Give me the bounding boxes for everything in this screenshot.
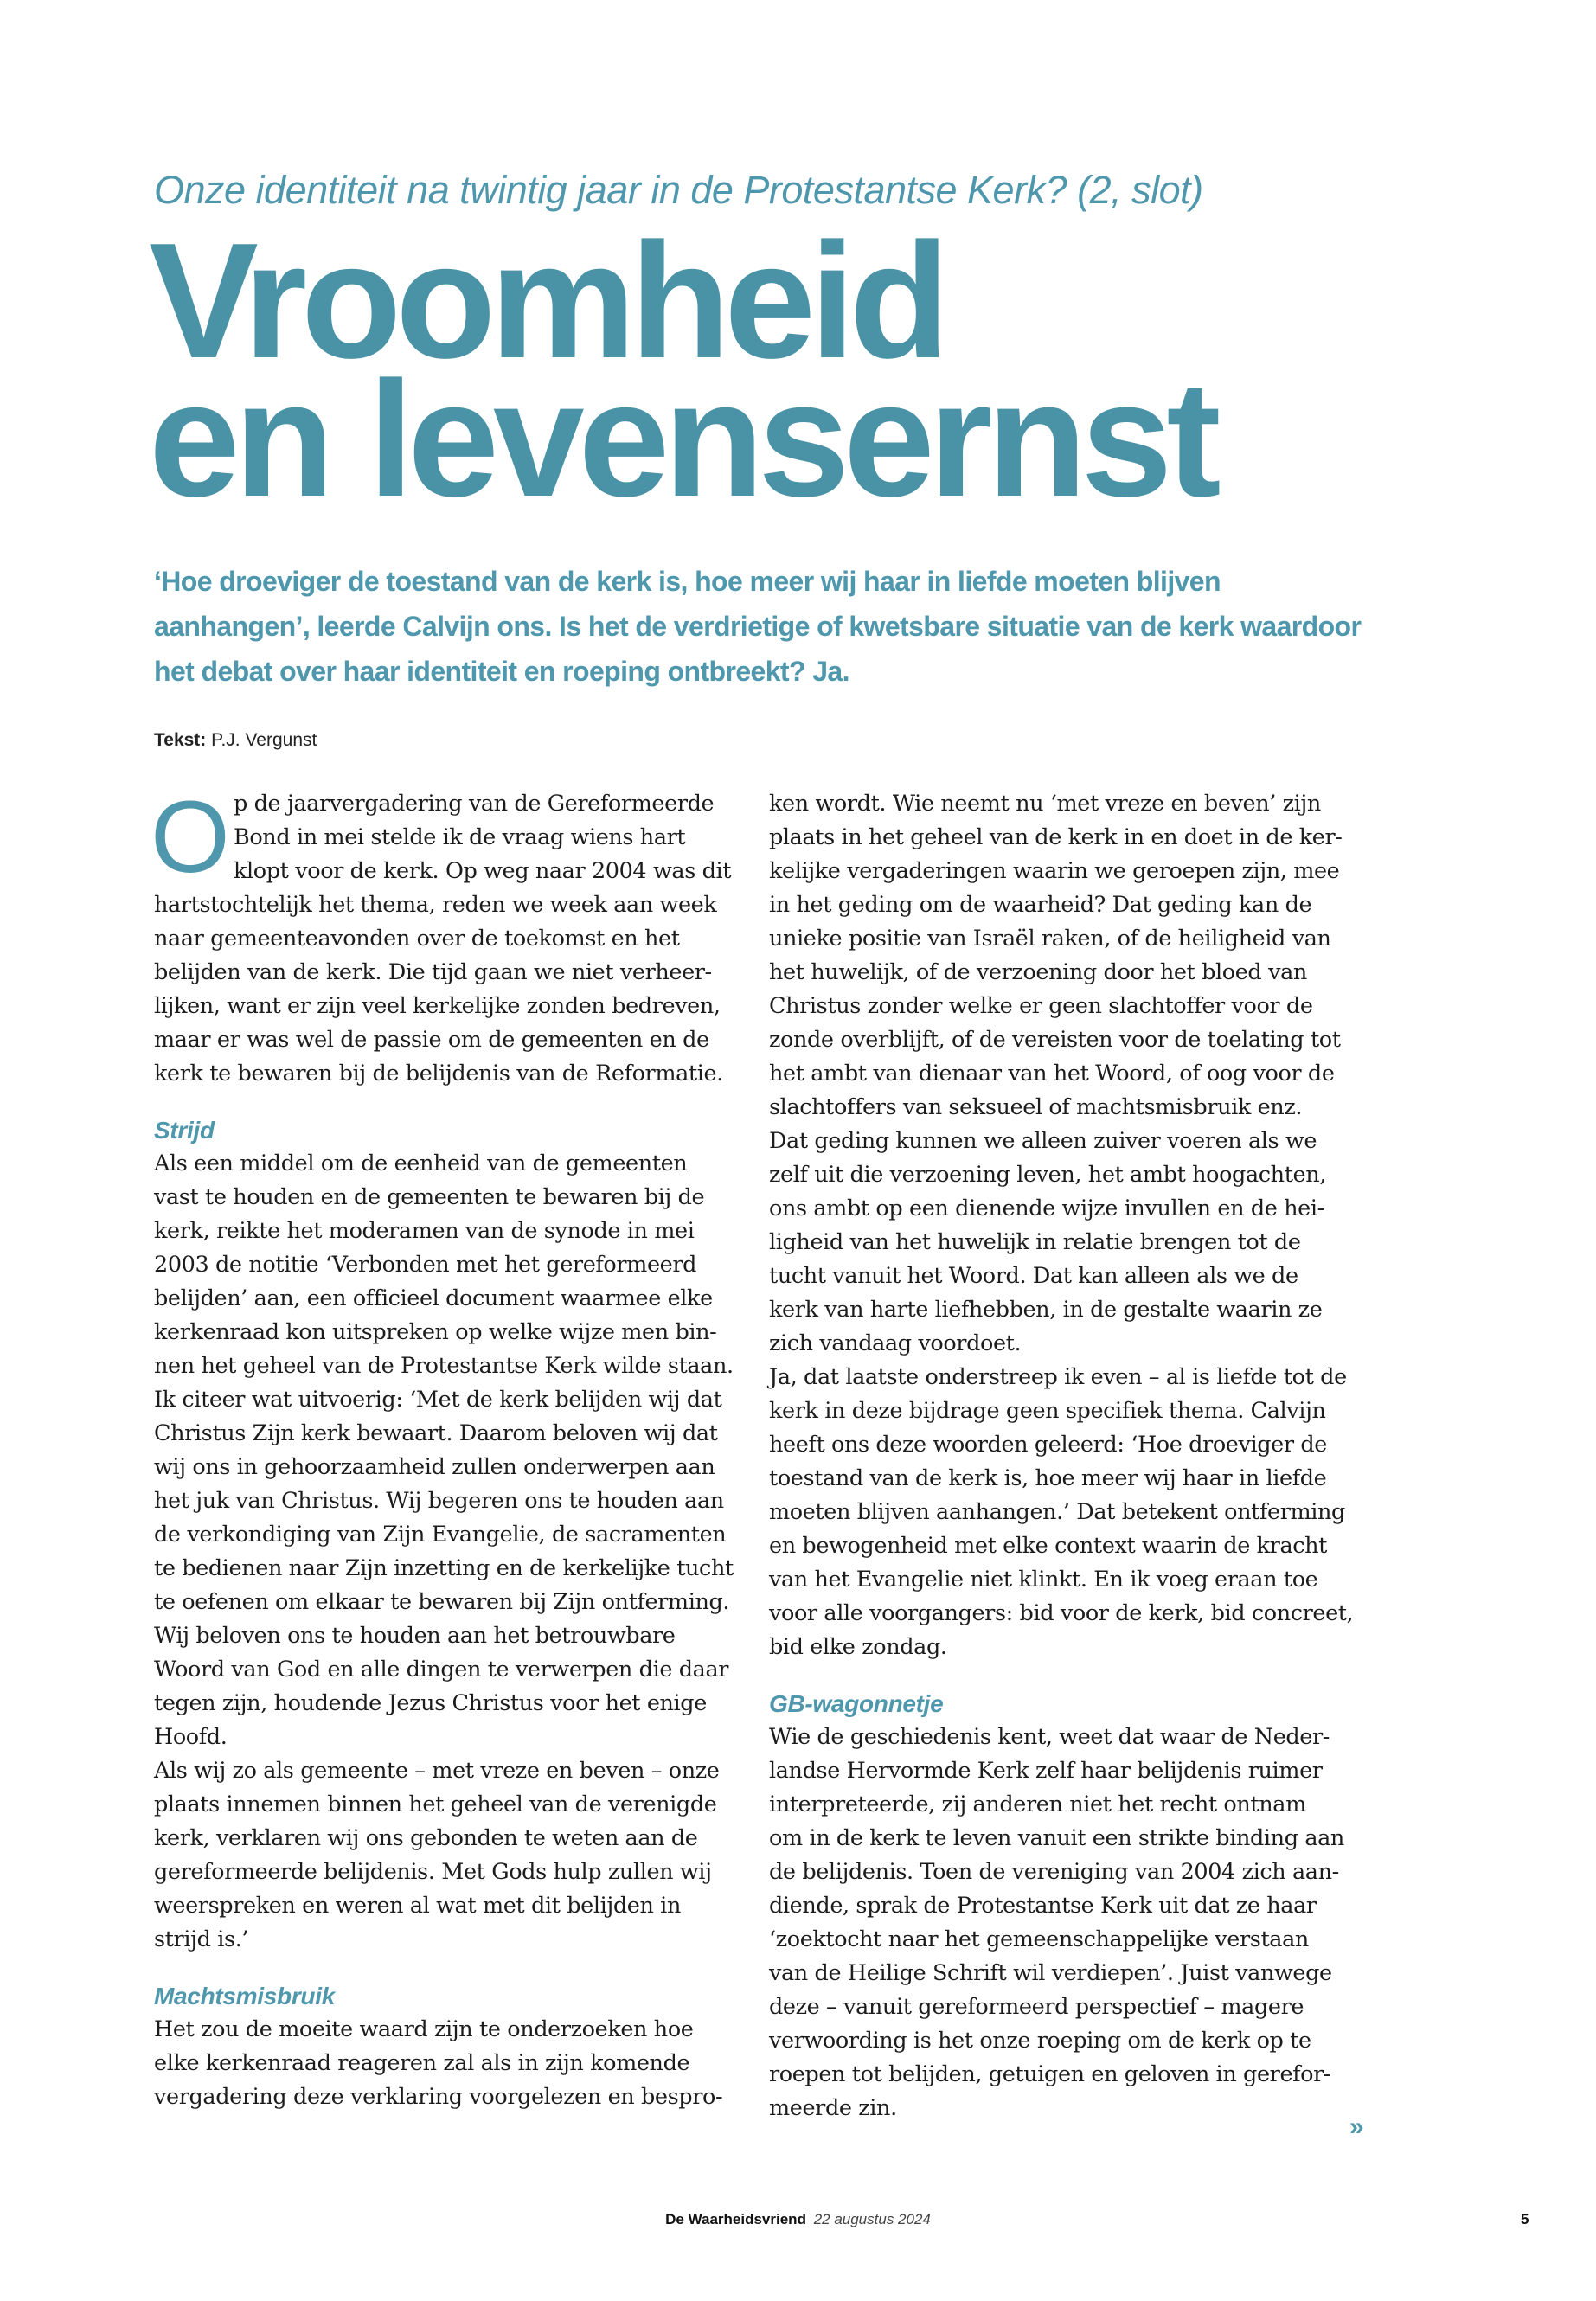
text-line: Als een middel om de eenheid van de gemeenten: [154, 1150, 688, 1176]
text-line: elke kerkenraad reageren zal als in zijn komende: [154, 2050, 690, 2076]
text-line: nen het geheel van de Protestantse Kerk wilde staan.: [154, 1353, 734, 1379]
text-line: unieke positie van Israël raken, of de heiligheid van: [769, 926, 1331, 952]
text-line: kelijke vergaderingen waarin we geroepen zijn, mee: [769, 858, 1340, 884]
text-line: en bewogenheid met elke context waarin de kracht: [769, 1533, 1328, 1559]
text-line: klopt voor de kerk. Op weg naar 2004 was dit: [234, 858, 732, 884]
text-line: het juk van Christus. Wij begeren ons te houden aan: [154, 1488, 724, 1514]
text-line: zich vandaag voordoet.: [769, 1330, 1022, 1356]
text-line: weerspreken en weren al wat met dit belijden in: [154, 1893, 681, 1919]
text-line: interpreteerde, zij anderen niet het recht ontnam: [769, 1791, 1306, 1817]
text-line: kerk in deze bijdrage geen specifiek thema. Calvijn: [769, 1398, 1326, 1424]
text-line: Christus zonder welke er geen slachtoffer voor de: [769, 993, 1313, 1019]
machtsmisbruik-paragraph: [154, 2013, 723, 2114]
text-line: zelf uit die verzoening leven, het ambt hoogachten,: [769, 1162, 1326, 1188]
text-line: voor alle voorgangers: bid voor de kerk, bid concreet,: [769, 1600, 1354, 1626]
byline: [154, 730, 317, 751]
text-line: Ik citeer wat uitvoerig: ‘Met de kerk belijden wij dat: [154, 1387, 722, 1413]
text-line: toestand van de kerk is, hoe meer wij haar in liefde: [769, 1465, 1327, 1491]
text-line: maar er was wel de passie om de gemeenten en de: [154, 1027, 709, 1053]
page-number: 5: [1521, 2211, 1529, 2227]
text-line: kerk van harte liefhebben, in de gestalte waarin ze: [769, 1297, 1323, 1323]
text-line: belijden van de kerk. Die tijd gaan we niet verheer-: [154, 959, 712, 985]
title-line-2: en levensernst: [149, 348, 1215, 531]
text-line: Ja, dat laatste onderstreep ik even – al is liefde tot de: [769, 1364, 1347, 1390]
text-line: Het zou de moeite waard zijn te onderzoeken hoe: [154, 2016, 694, 2042]
continued-paragraph: [769, 787, 1354, 1664]
text-line: lijken, want er zijn veel kerkelijke zonden bedreven,: [154, 993, 721, 1019]
text-line: Dat geding kunnen we alleen zuiver voeren als we: [769, 1128, 1317, 1154]
text-line: ligheid van het huwelijk in relatie brengen tot de: [769, 1229, 1301, 1255]
right-column: [769, 787, 1354, 2125]
footer-date: 22 augustus 2024: [813, 2211, 931, 2227]
text-line: moeten blijven aanhangen.’ Dat betekent ontferming: [769, 1499, 1345, 1525]
title-line-1: Vroomheid: [149, 209, 944, 393]
text-line: van het Evangelie niet klinkt. En ik voeg eraan toe: [769, 1567, 1318, 1593]
text-line: tucht vanuit het Woord. Dat kan alleen als we de: [769, 1263, 1298, 1289]
byline-label: Tekst:: [154, 730, 207, 750]
text-line: de verkondiging van Zijn Evangelie, de sacramenten: [154, 1522, 727, 1548]
text-line: gereformeerde belijdenis. Met Gods hulp zullen wij: [154, 1859, 712, 1885]
kicker-subtitle: Onze identiteit na twintig jaar in de Protestantse Kerk? (2, slot): [154, 168, 1203, 212]
left-column: [151, 780, 734, 2114]
footer-publication: De Waarheidsvriend: [665, 2211, 806, 2227]
text-line: te oefenen om elkaar te bewaren bij Zijn ontferming.: [154, 1589, 730, 1615]
text-line: bid elke zondag.: [769, 1634, 947, 1660]
text-line: roepen tot belijden, getuigen en geloven in gerefor-: [769, 2061, 1331, 2087]
text-line: te bedienen naar Zijn inzetting en de kerkelijke tucht: [154, 1555, 734, 1581]
page-footer: [0, 2211, 1596, 2228]
text-line: slachtoffers van seksueel of machtsmisbruik enz.: [769, 1094, 1303, 1120]
drop-cap: O: [151, 780, 230, 894]
text-line: plaats innemen binnen het geheel van de verenigde: [154, 1791, 717, 1817]
text-line: kerk, reikte het moderamen van de synode in mei: [154, 1218, 695, 1244]
text-line: ons ambt op een dienende wijze invullen en de hei-: [769, 1195, 1324, 1221]
text-line: diende, sprak de Protestantse Kerk uit dat ze haar: [769, 1893, 1317, 1919]
section-heading-strijd: Strijd: [154, 1117, 215, 1144]
text-line: het ambt van dienaar van het Woord, of oog voor de: [769, 1061, 1335, 1086]
text-line: kerk, verklaren wij ons gebonden te weten aan de: [154, 1825, 698, 1851]
text-line: Hoofd.: [154, 1724, 228, 1750]
text-line: Wij beloven ons te houden aan het betrouwbare: [154, 1623, 676, 1649]
text-line: de belijdenis. Toen de vereniging van 2004 zich aan-: [769, 1859, 1339, 1885]
text-line: tegen zijn, houdende Jezus Christus voor het enige: [154, 1690, 707, 1716]
text-line: verwoording is het onze roeping om de kerk op te: [769, 2028, 1311, 2054]
text-line: wij ons in gehoorzaamheid zullen onderwerpen aan: [154, 1454, 715, 1480]
text-line: Christus Zijn kerk bewaart. Daarom beloven wij dat: [154, 1420, 718, 1446]
text-line: vast te houden en de gemeenten te bewaren bij de: [154, 1184, 705, 1210]
text-line: van de Heilige Schrift wil verdiepen’. Juist vanwege: [769, 1960, 1332, 1986]
text-line: ‘zoektocht naar het gemeenschappelijke verstaan: [769, 1926, 1309, 1952]
text-line: plaats in het geheel van de kerk in en doet in de ker-: [769, 824, 1343, 850]
byline-author: P.J. Vergunst: [211, 730, 317, 750]
strijd-paragraph: [154, 1147, 734, 1957]
text-line: ken wordt. Wie neemt nu ‘met vreze en beven’ zijn: [769, 791, 1321, 817]
text-line: vergadering deze verklaring voorgelezen en bespro-: [154, 2084, 723, 2110]
continue-arrow-icon: »: [1349, 2112, 1364, 2141]
text-line: deze – vanuit gereformeerd perspectief – magere: [769, 1994, 1304, 2020]
text-line: het huwelijk, of de verzoening door het bloed van: [769, 959, 1307, 985]
text-line: Wie de geschiedenis kent, weet dat waar de Neder-: [769, 1724, 1330, 1750]
lead-paragraph: ‘Hoe droeviger de toestand van de kerk is, hoe meer wij haar in liefde moeten blijven aanhangen’, leerde Calvijn ons. Is het de verdrietige of kwetsbare situatie van de kerk waardoor het debat over haar identiteit en roeping ontbreekt? Ja.: [154, 566, 1362, 687]
text-line: kerkenraad kon uitspreken op welke wijze men bin-: [154, 1319, 717, 1345]
gb-wagonnetje-paragraph: [769, 1721, 1344, 2125]
text-line: hartstochtelijk het thema, reden we week aan week: [154, 892, 717, 918]
text-line: om in de kerk te leven vanuit een strikte binding aan: [769, 1825, 1344, 1851]
article-title: [149, 209, 1533, 531]
text-line: in het geding om de waarheid? Dat geding kan de: [769, 892, 1312, 918]
text-line: heeft ons deze woorden geleerd: ‘Hoe droeviger de: [769, 1432, 1327, 1458]
text-line: Als wij zo als gemeente – met vreze en beven – onze: [154, 1758, 720, 1784]
text-line: 2003 de notitie ‘Verbonden met het gereformeerd: [154, 1252, 697, 1278]
text-line: kerk te bewaren bij de belijdenis van de Reformatie.: [154, 1061, 723, 1086]
text-line: Woord van God en alle dingen te verwerpen die daar: [154, 1657, 729, 1682]
text-line: meerde zin.: [769, 2095, 897, 2121]
intro-paragraph: [151, 780, 732, 1091]
text-line: landse Hervormde Kerk zelf haar belijdenis ruimer: [769, 1758, 1323, 1784]
text-line: zonde overblijft, of de vereisten voor de toelating tot: [769, 1027, 1341, 1053]
section-heading-machtsmisbruik: Machtsmisbruik: [154, 1983, 335, 2009]
text-line: belijden’ aan, een officieel document waarmee elke: [154, 1285, 713, 1311]
section-heading-gb-wagonnetje: GB-wagonnetje: [769, 1690, 944, 1717]
text-line: strijd is.’: [154, 1926, 249, 1952]
text-line: naar gemeenteavonden over de toekomst en het: [154, 926, 680, 952]
text-line: p de jaarvergadering van de Gereformeerde: [234, 791, 715, 817]
text-line: Bond in mei stelde ik de vraag wiens hart: [234, 824, 686, 850]
